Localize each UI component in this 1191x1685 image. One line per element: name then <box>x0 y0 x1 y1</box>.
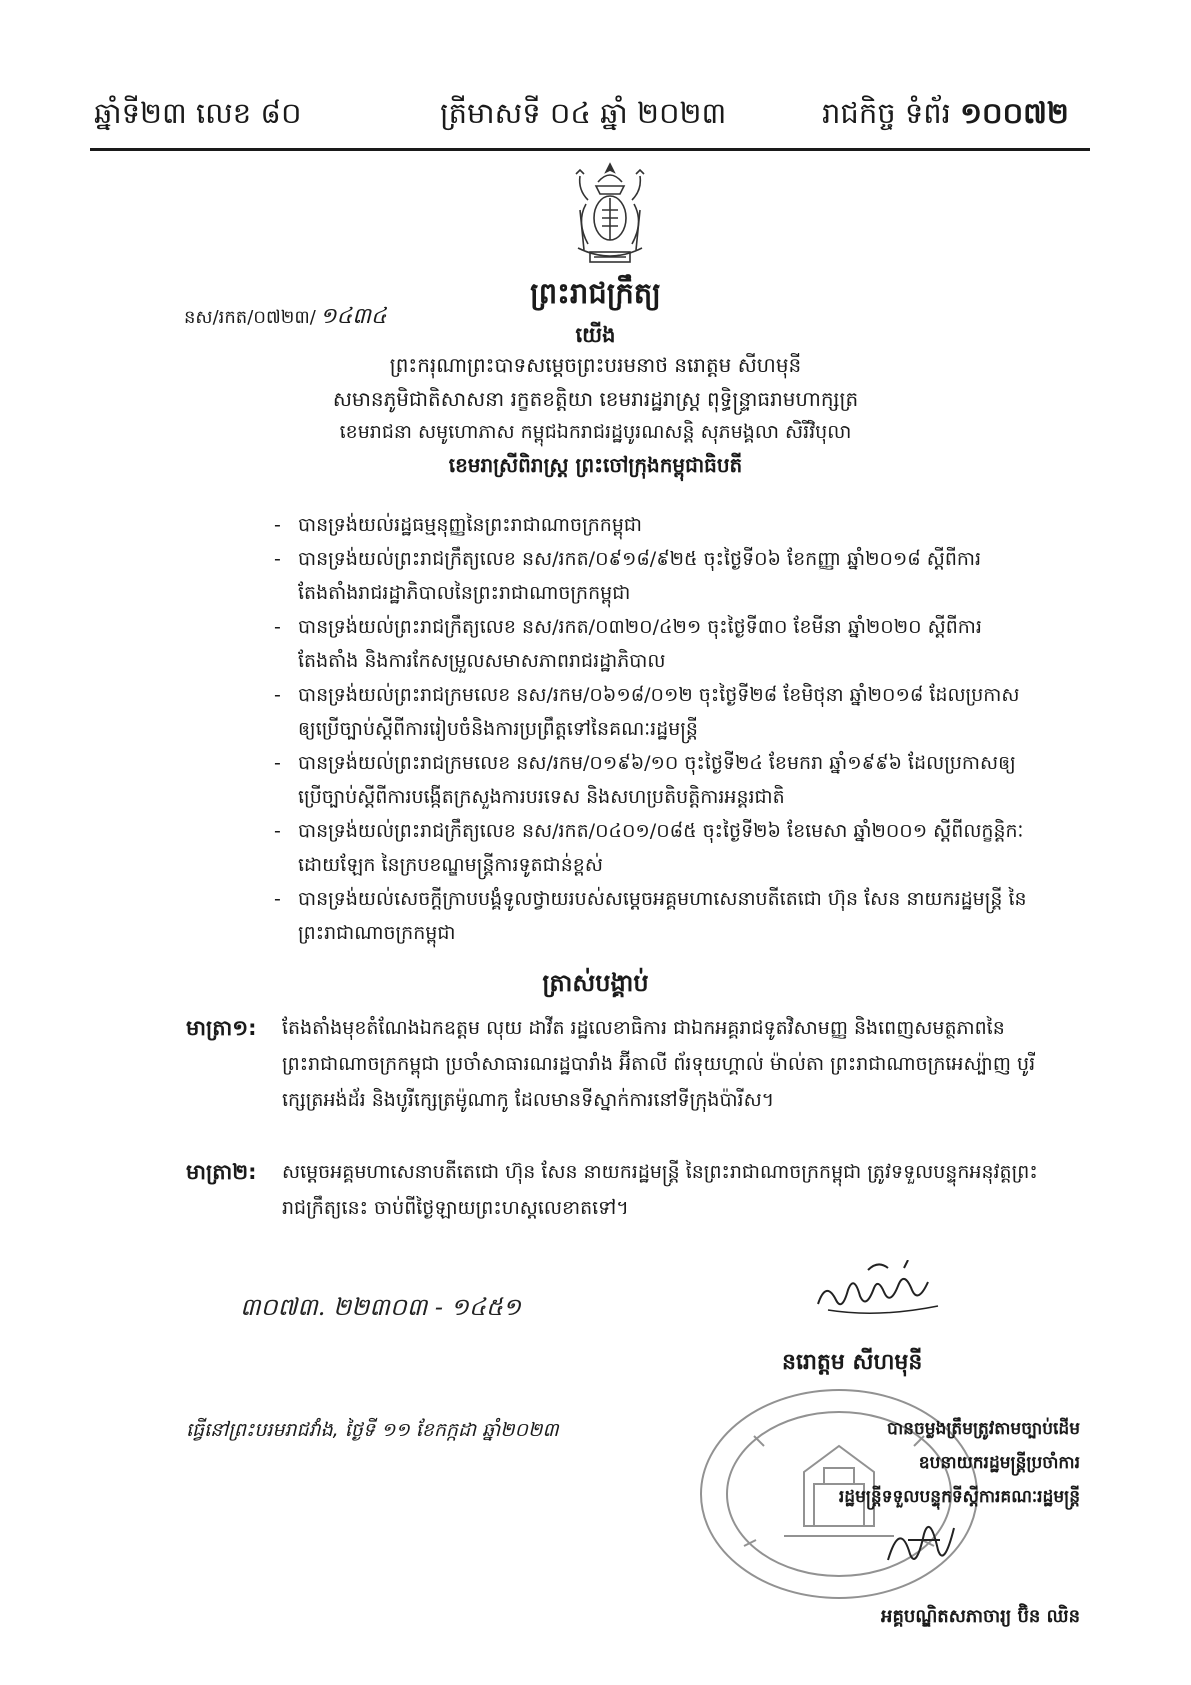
minister-name: អគ្គបណ្ឌិតសភាចារ្យ ប៊ិន ឈិន <box>881 1606 1080 1627</box>
certified-copy-line: បានចម្លងត្រឹមត្រូវតាមច្បាប់ដើម <box>887 1419 1080 1439</box>
gazette-page-number: ១០០៧២ <box>960 96 1069 130</box>
legal-references-list <box>274 508 1034 950</box>
legal-reference-item: - បានទ្រង់យល់ព្រះរាជក្រមលេខ នស/រកម/០៦១៨/០១២ ចុះថ្ងៃទី២៨ ខែមិថុនា ឆ្នាំ២០១៨ ដែលប្រកាស ឲ្យប្រើច្បាប់ស្តីពីការរៀបចំនិងការប្រព្រឹត្តទៅនៃគណៈរដ្ឋមន្ត្រី <box>274 678 1034 746</box>
king-title-line-2: សមានភូមិជាតិសាសនា រក្ខតខត្តិយា ខេមរារដ្ឋរាស្ត្រ ពុទ្ធិន្ទ្រាធរាមហាក្សត្រ <box>332 387 859 411</box>
king-title-line-3: ខេមរាជនា សមូហោភាស កម្ពុជឯករាជរដ្ឋបូរណសន្តិ សុភមង្គលា សិរីវិបុលា <box>339 421 852 443</box>
handwritten-lunar-date: ៣០៧៣. ២២៣០៣ - ១៤៥១ <box>240 1293 521 1321</box>
decree-title: ព្រះរាជក្រឹត្យ <box>530 276 661 310</box>
gazette-issue: ឆ្នាំទី២៣ លេខ ៨០ <box>94 96 302 130</box>
legal-reference-item: - បានទ្រង់យល់ព្រះរាជក្រឹត្យលេខ នស/រកត/០៣២០/៤២១ ចុះថ្ងៃទី៣០ ខែមីនា ឆ្នាំ២០២០ ស្តីពីការតែងតាំង និងការកែសម្រួលសមាសភាពរាជរដ្ឋាភិបាល <box>274 610 1034 678</box>
gazette-page-label <box>822 96 1069 138</box>
decree-yeung: យើង <box>575 323 616 347</box>
royal-coat-of-arms-icon <box>558 160 662 272</box>
king-title-line-4: ខេមរាស្រីពិរាស្ត្រ ព្រះចៅក្រុងកម្ពុជាធិបតី <box>448 453 743 477</box>
gazette-date: ត្រីមាសទី ០៤ ឆ្នាំ ២០២៣ <box>440 96 727 130</box>
article-1 <box>186 1010 1046 1118</box>
place-and-date: ធ្វើនៅព្រះបរមរាជវាំង, ថ្ងៃទី ១១ ខែកក្កដា ឆ្នាំ២០២៣ <box>186 1419 559 1441</box>
article-label: មាត្រា១: <box>186 1016 257 1040</box>
legal-reference-item: - បានទ្រង់យល់រដ្ឋធម្មនុញ្ញនៃព្រះរាជាណាចក្រកម្ពុជា <box>274 508 1034 542</box>
decree-number-handwritten: ១៤៣៤ <box>319 304 387 329</box>
deputy-prime-minister-title: ឧបនាយករដ្ឋមន្ត្រីប្រចាំការ <box>918 1453 1080 1473</box>
article-text: សម្តេចអគ្គមហាសេនាបតីតេជោ ហ៊ុន សែន នាយករដ្ឋមន្ត្រី នៃព្រះរាជាណាចក្រកម្ពុជា ត្រូវទទួលបន្ទុកអនុវត្តព្រះរាជក្រឹត្យនេះ ចាប់ពីថ្ងៃឡាយព្រះហស្តលេខាតទៅ។ <box>282 1161 1038 1219</box>
legal-reference-item: - បានទ្រង់យល់ព្រះរាជក្រមលេខ នស/រកម/០១៩៦/១០ ចុះថ្ងៃទី២៤ ខែមករា ឆ្នាំ១៩៩៦ ដែលប្រកាសឲ្យប្រើច្បាប់ស្តីពីការបង្កើតក្រសួងការបរទេស និងសហប្រតិបត្តិការអន្តរជាតិ <box>274 746 1034 814</box>
article-2 <box>186 1154 1046 1226</box>
article-text: តែងតាំងមុខតំណែងឯកឧត្តម លុយ ដាវីត រដ្ឋលេខាធិការ ជាឯកអគ្គរាជទូតវិសាមញ្ញ និងពេញសមត្ថភាពនៃព្រះរាជាណាចក្រកម្ពុជា ប្រចាំសាធារណរដ្ឋបារាំង អ៊ីតាលី ព័រទុយហ្គាល់ ម៉ាល់តា ព្រះរាជាណាចក្រអេស្ប៉ាញ បូរីក្សេត្រអង់ដ័រ និងបូរីក្សេត្រម៉ូណាកូ ដែលមានទីស្នាក់ការនៅទីក្រុងប៉ារីស។ <box>282 1017 1036 1111</box>
minister-signature-icon <box>880 1510 970 1580</box>
legal-reference-item: - បានទ្រង់យល់ព្រះរាជក្រឹត្យលេខ នស/រកត/០៩១៨/៩២៥ ចុះថ្ងៃទី០៦ ខែកញ្ញា ឆ្នាំ២០១៨ ស្តីពីការតែងតាំងរាជរដ្ឋាភិបាលនៃព្រះរាជាណាចក្រកម្ពុជា <box>274 542 1034 610</box>
article-label: មាត្រា២: <box>186 1160 257 1184</box>
king-signature-icon <box>808 1260 958 1320</box>
king-name: នរោត្តម សីហមុនី <box>782 1350 923 1375</box>
minister-in-charge-title: រដ្ឋមន្ត្រីទទួលបន្ទុកទីស្តីការគណៈរដ្ឋមន្ត្រី <box>838 1487 1080 1507</box>
decree-number-prefix: នស/រកត/០៧២៣/ <box>184 307 316 328</box>
legal-reference-item: - បានទ្រង់យល់សេចក្តីក្រាបបង្គំទូលថ្វាយរបស់សម្តេចអគ្គមហាសេនាបតីតេជោ ហ៊ុន សែន នាយករដ្ឋមន្ត្រី នៃព្រះរាជាណាចក្រកម្ពុជា <box>274 882 1034 950</box>
gazette-label: រាជកិច្ច ទំព័រ <box>822 96 951 130</box>
header-divider <box>90 148 1090 151</box>
king-title-line-1: ព្រះករុណាព្រះបាទសម្តេចព្រះបរមនាថ នរោត្តម សីហមុនី <box>389 353 802 377</box>
command-heading: ត្រាស់បង្គាប់ <box>542 969 649 997</box>
legal-reference-item: - បានទ្រង់យល់ព្រះរាជក្រឹត្យលេខ នស/រកត/០៤០១/០៨៥ ចុះថ្ងៃទី២៦ ខែមេសា ឆ្នាំ២០០១ ស្តីពីលក្ខន្តិកៈដោយឡែក នៃក្របខណ្ឌមន្ត្រីការទូតជាន់ខ្ពស់ <box>274 814 1034 882</box>
